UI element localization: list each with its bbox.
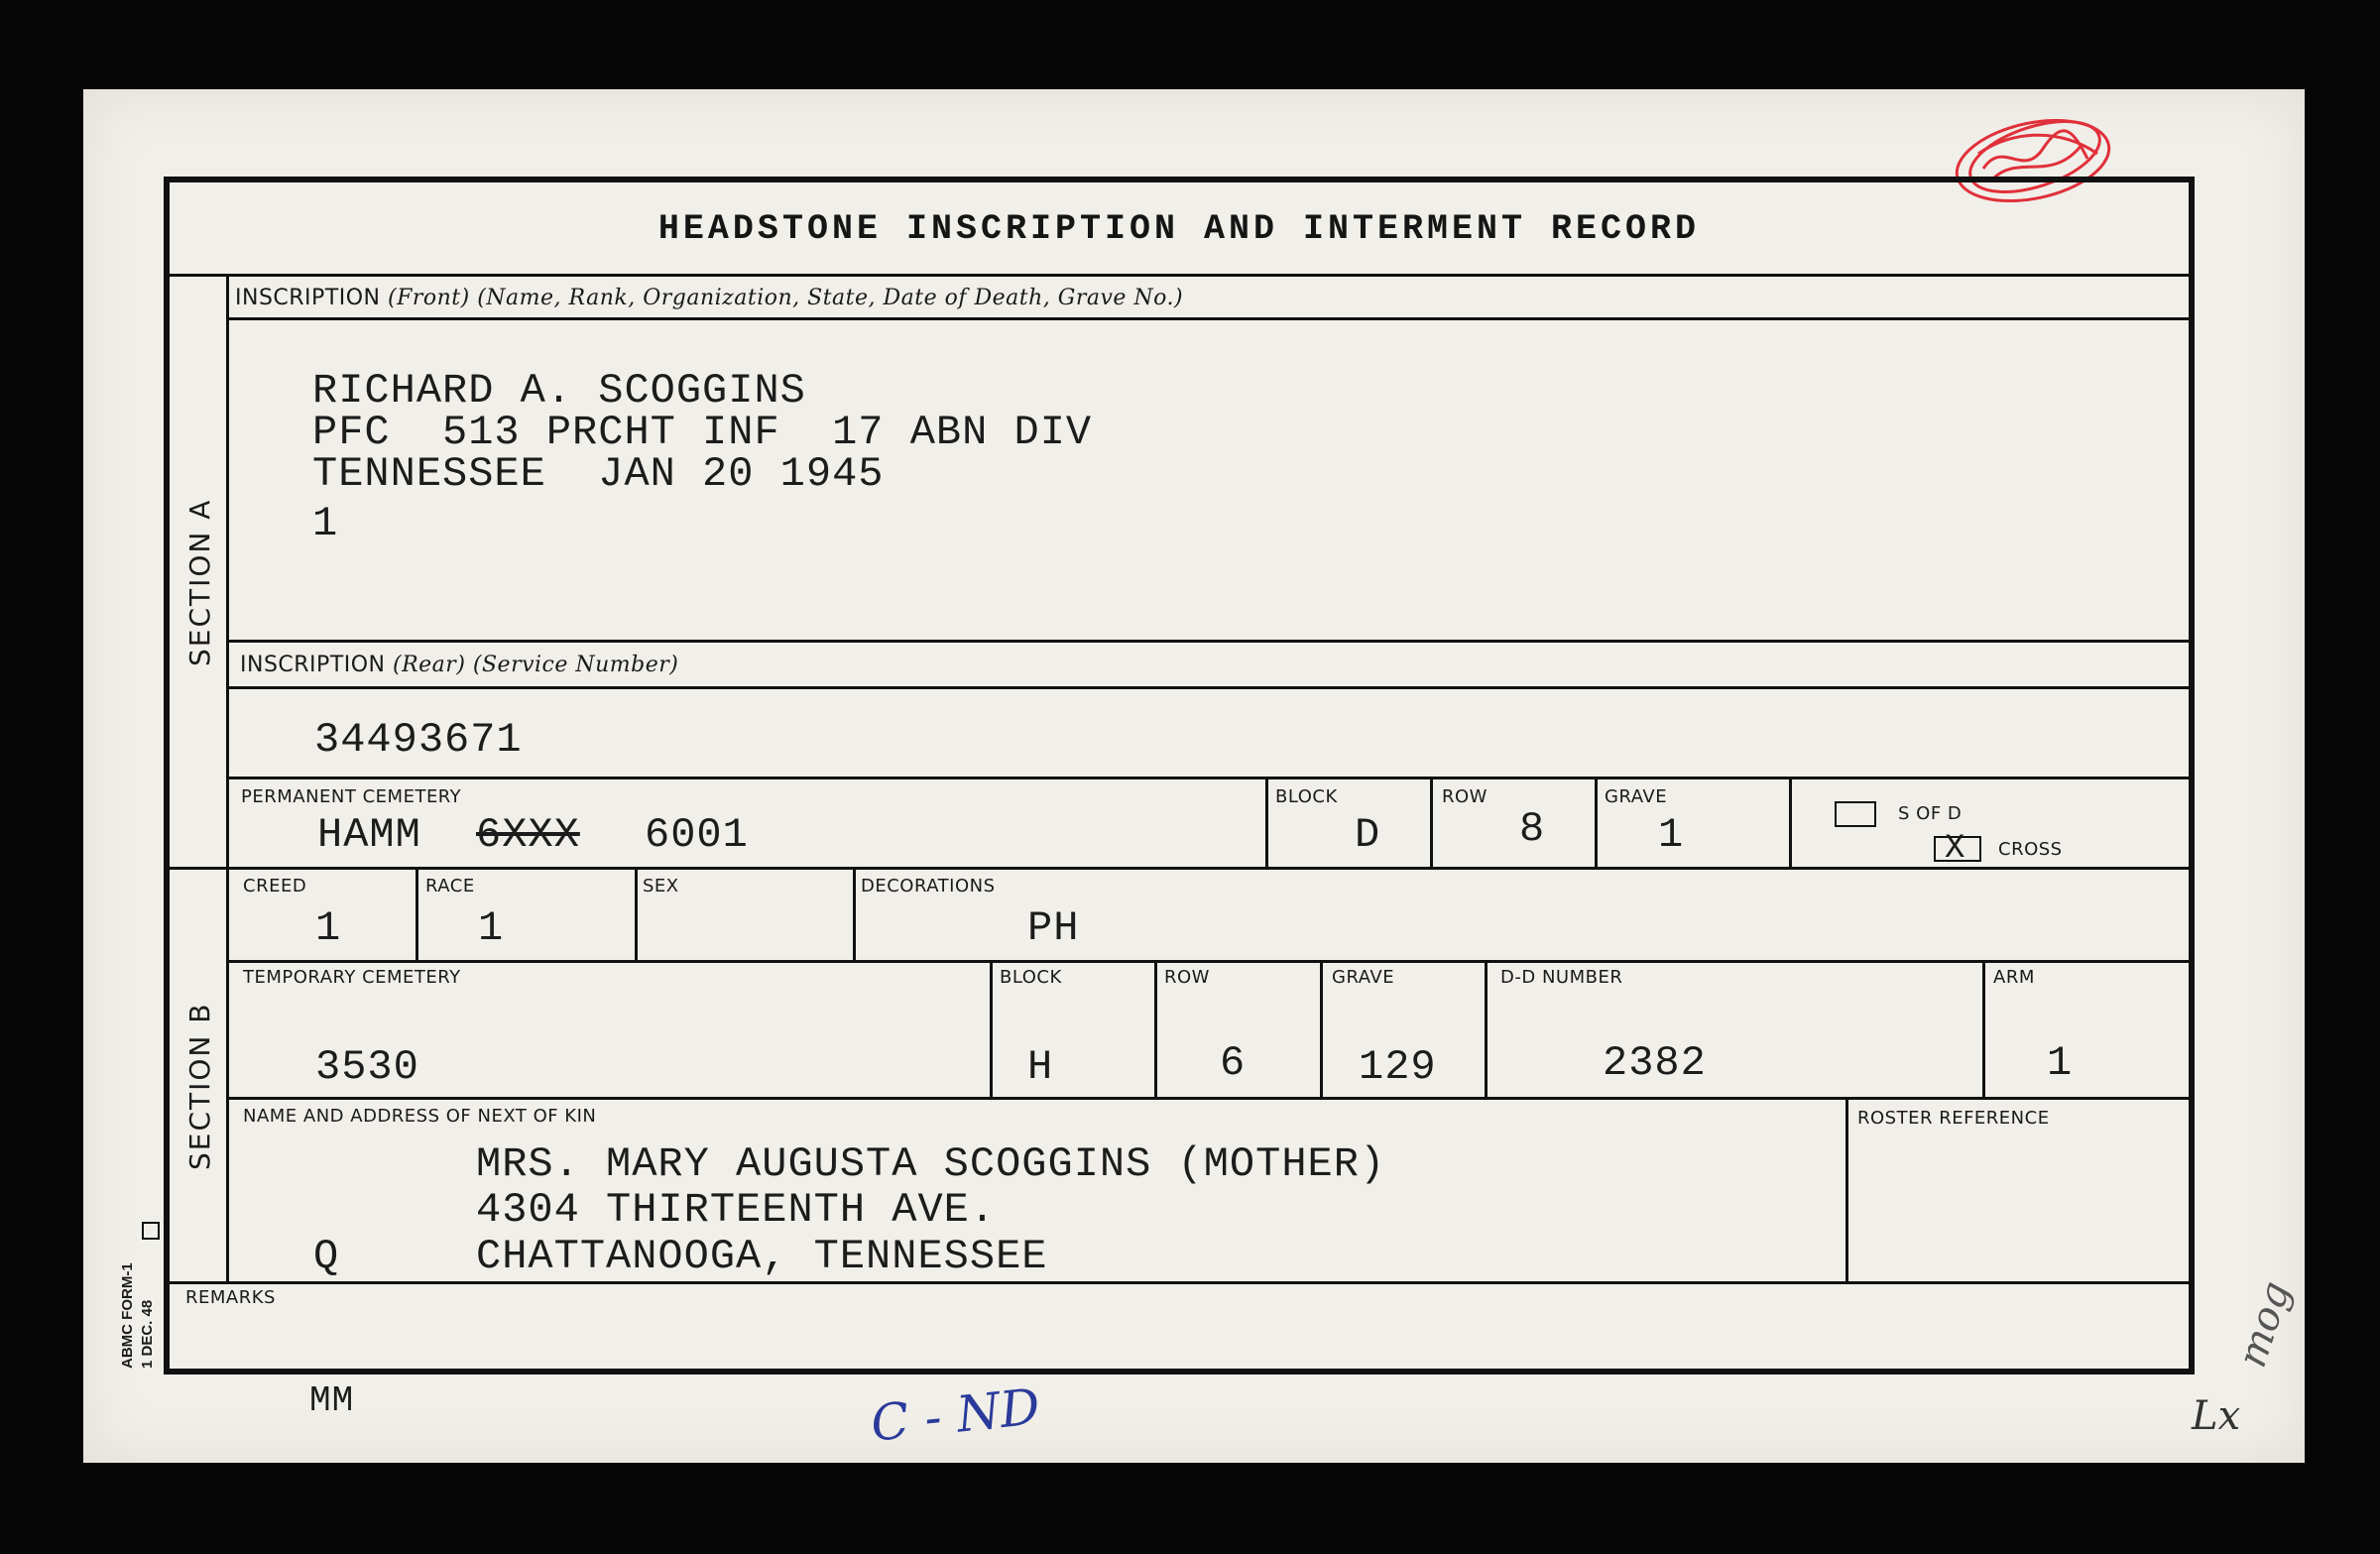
- inscription-line-state-date: TENNESSEE JAN 20 1945: [312, 450, 885, 498]
- rule-race: [416, 867, 418, 962]
- inscription-rear-label: [240, 653, 678, 677]
- inscription-rear-label-italic: (Rear) (Service Number): [393, 653, 679, 677]
- remarks-label: REMARKS: [185, 1287, 276, 1308]
- form-id-checkbox: [142, 1222, 160, 1240]
- rule-perm-cross: [1789, 777, 1792, 869]
- permanent-cemetery-label: PERMANENT CEMETERY: [241, 786, 462, 807]
- dd-number-label: D-D NUMBER: [1500, 967, 1623, 988]
- rule-temp-dd: [1485, 960, 1488, 1099]
- temporary-block-label: BLOCK: [1000, 967, 1062, 988]
- temporary-block-value: H: [1027, 1043, 1054, 1091]
- permanent-cemetery-struck: 6XXX: [476, 811, 580, 859]
- form-frame: [164, 177, 2195, 1375]
- permanent-grave-label: GRAVE: [1605, 786, 1668, 807]
- roster-reference-label: ROSTER REFERENCE: [1857, 1108, 2050, 1129]
- rule-sex: [635, 867, 638, 962]
- rule-kin-top: [228, 1097, 2189, 1100]
- next-of-kin-label: NAME AND ADDRESS OF NEXT OF KIN: [243, 1106, 597, 1127]
- permanent-row: 8: [1519, 805, 1546, 853]
- rule-perm-row: [1430, 777, 1433, 869]
- rule-temp-arm: [1982, 960, 1985, 1099]
- section-b-label: SECTION B: [183, 1002, 216, 1170]
- next-of-kin-line3: CHATTANOOGA, TENNESSEE: [476, 1233, 1048, 1280]
- arm-value: 1: [2047, 1039, 2074, 1087]
- service-number: 34493671: [314, 716, 523, 764]
- s-of-d-label: S OF D: [1898, 803, 1963, 824]
- form-id-line1: ABMC FORM-1: [119, 1262, 136, 1369]
- temporary-grave-label: GRAVE: [1332, 967, 1395, 988]
- rule-under-title: [170, 274, 2189, 277]
- temporary-row-value: 6: [1220, 1039, 1247, 1087]
- next-of-kin-code: Q: [313, 1233, 340, 1280]
- rule-decorations: [853, 867, 856, 962]
- temporary-grave-value: 129: [1359, 1043, 1437, 1091]
- inscription-front-label: [235, 286, 1183, 310]
- permanent-row-label: ROW: [1442, 786, 1488, 807]
- rule-perm-grave: [1595, 777, 1598, 869]
- handwritten-right-note: mog: [2229, 1275, 2300, 1374]
- race-value: 1: [478, 904, 505, 952]
- next-of-kin-line2: 4304 THIRTEENTH AVE.: [476, 1186, 997, 1234]
- rule-section-divider: [170, 867, 2189, 870]
- inscription-front-label-italic: (Front) (Name, Rank, Organization, State, Date of Death, Grave No.): [388, 286, 1184, 310]
- permanent-cemetery-name: HAMM: [317, 811, 421, 859]
- section-a-label: SECTION A: [183, 498, 216, 666]
- dd-number-value: 2382: [1603, 1039, 1707, 1087]
- rule-temp-top: [228, 960, 2189, 963]
- inscription-line-grave: 1: [312, 500, 339, 547]
- rule-temp-grave: [1320, 960, 1323, 1099]
- inscription-line-name: RICHARD A. SCOGGINS: [312, 367, 806, 415]
- rule-section-column: [226, 274, 229, 1283]
- rule-permanent-top: [228, 777, 2189, 779]
- form-title: HEADSTONE INSCRIPTION AND INTERMENT RECORD: [657, 209, 1701, 249]
- rule-temp-row: [1154, 960, 1157, 1099]
- rule-roster: [1845, 1097, 1848, 1283]
- rule-temp-block: [990, 960, 993, 1099]
- permanent-block: D: [1355, 811, 1381, 859]
- next-of-kin-line1: MRS. MARY AUGUSTA SCOGGINS (MOTHER): [476, 1140, 1386, 1188]
- temporary-cemetery-value: 3530: [315, 1043, 419, 1091]
- temporary-cemetery-label: TEMPORARY CEMETERY: [243, 967, 461, 988]
- rule-rear-top: [228, 640, 2189, 643]
- creed-label: CREED: [243, 876, 307, 897]
- inscription-line-rank: PFC 513 PRCHT INF 17 ABN DIV: [312, 409, 1093, 456]
- rule-rear-header: [228, 686, 2189, 689]
- permanent-block-label: BLOCK: [1275, 786, 1338, 807]
- s-of-d-checkbox: [1835, 801, 1876, 827]
- decorations-label: DECORATIONS: [861, 876, 996, 897]
- sex-label: SEX: [643, 876, 679, 897]
- permanent-cemetery-code: 6001: [645, 811, 749, 859]
- creed-value: 1: [315, 904, 342, 952]
- rule-front-header: [228, 317, 2189, 320]
- rule-remarks-top: [170, 1281, 2189, 1284]
- inscription-rear-label-plain: INSCRIPTION: [240, 653, 394, 677]
- rule-perm-block: [1265, 777, 1268, 869]
- handwritten-corner-note: Lx: [2192, 1393, 2241, 1439]
- permanent-grave: 1: [1658, 811, 1685, 859]
- form-id-line2: 1 DEC. 48: [139, 1299, 156, 1369]
- temporary-row-label: ROW: [1164, 967, 1210, 988]
- typed-initials: MM: [309, 1380, 355, 1421]
- decorations-value: PH: [1027, 904, 1080, 952]
- inscription-front-label-plain: INSCRIPTION: [235, 286, 389, 310]
- arm-label: ARM: [1993, 967, 2035, 988]
- cross-check-mark: X: [1945, 830, 1966, 868]
- cross-label: CROSS: [1998, 839, 2063, 860]
- race-label: RACE: [425, 876, 475, 897]
- handwritten-blue-note: C - ND: [868, 1377, 1043, 1453]
